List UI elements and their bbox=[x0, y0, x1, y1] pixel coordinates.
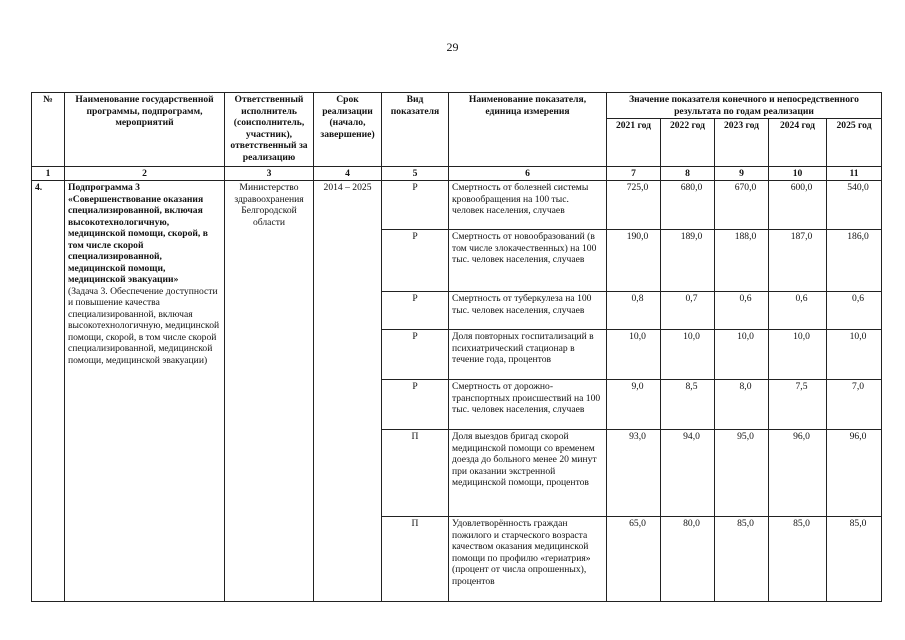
indicator-value-2021: 9,0 bbox=[607, 380, 661, 430]
indicator-type: Р bbox=[382, 181, 449, 230]
column-number: 11 bbox=[827, 167, 882, 181]
indicator-value-2021: 725,0 bbox=[607, 181, 661, 230]
indicator-value-2022: 94,0 bbox=[661, 430, 715, 517]
header-num: № bbox=[32, 93, 65, 167]
column-number: 1 bbox=[32, 167, 65, 181]
indicator-value-2025: 7,0 bbox=[827, 380, 882, 430]
indicator-value-2023: 10,0 bbox=[715, 330, 769, 380]
indicator-value-2021: 10,0 bbox=[607, 330, 661, 380]
header-year: 2021 год bbox=[607, 119, 661, 167]
indicator-value-2024: 187,0 bbox=[769, 230, 827, 292]
column-number: 5 bbox=[382, 167, 449, 181]
header-values-group: Значение показателя конечного и непосредственного результата по годам реализации bbox=[607, 93, 882, 119]
indicator-value-2025: 96,0 bbox=[827, 430, 882, 517]
indicator-type: П bbox=[382, 430, 449, 517]
indicator-type: Р bbox=[382, 330, 449, 380]
indicator-value-2025: 85,0 bbox=[827, 517, 882, 602]
indicator-value-2025: 10,0 bbox=[827, 330, 882, 380]
column-number: 3 bbox=[225, 167, 314, 181]
indicator-value-2023: 188,0 bbox=[715, 230, 769, 292]
indicator-value-2022: 8,5 bbox=[661, 380, 715, 430]
column-number: 8 bbox=[661, 167, 715, 181]
indicator-name: Смертность от туберкулеза на 100 тыс. человек населения, случаев bbox=[449, 292, 607, 330]
program-executor: Министерство здравоохранения Белгородской области bbox=[225, 181, 314, 602]
page-number: 29 bbox=[446, 40, 459, 54]
program-title: Подпрограмма 3 «Совершенствование оказания специализированной, включая высокотехнологичную, медицинской помощи, скорой, в том числе скорой специализированной, медицинской помощи, медицинской эвакуации» bbox=[68, 182, 208, 285]
indicator-value-2024: 600,0 bbox=[769, 181, 827, 230]
indicator-value-2025: 540,0 bbox=[827, 181, 882, 230]
indicator-value-2021: 65,0 bbox=[607, 517, 661, 602]
indicator-value-2025: 0,6 bbox=[827, 292, 882, 330]
indicator-value-2022: 10,0 bbox=[661, 330, 715, 380]
header-term: Срок реализации (начало, завершение) bbox=[314, 93, 382, 167]
header-program-name: Наименование государственной программы, подпрограмм, мероприятий bbox=[65, 93, 225, 167]
indicator-name: Смертность от новообразований (в том числе злокачественных) на 100 тыс. человек населения, случаев bbox=[449, 230, 607, 292]
header-indicator-type: Вид показателя bbox=[382, 93, 449, 167]
indicator-name: Доля повторных госпитализаций в психиатрический стационар в течение года, процентов bbox=[449, 330, 607, 380]
indicator-value-2023: 85,0 bbox=[715, 517, 769, 602]
indicator-value-2023: 670,0 bbox=[715, 181, 769, 230]
indicator-value-2023: 0,6 bbox=[715, 292, 769, 330]
header-row bbox=[32, 93, 882, 119]
column-number: 6 bbox=[449, 167, 607, 181]
indicator-value-2022: 680,0 bbox=[661, 181, 715, 230]
program-name-cell bbox=[65, 181, 225, 602]
indicator-value-2022: 0,7 bbox=[661, 292, 715, 330]
program-term: 2014 – 2025 bbox=[314, 181, 382, 602]
indicator-value-2024: 85,0 bbox=[769, 517, 827, 602]
indicator-type: Р bbox=[382, 380, 449, 430]
indicator-value-2024: 10,0 bbox=[769, 330, 827, 380]
column-numbers-row bbox=[32, 167, 882, 181]
indicator-value-2024: 96,0 bbox=[769, 430, 827, 517]
indicator-value-2021: 0,8 bbox=[607, 292, 661, 330]
indicator-value-2021: 190,0 bbox=[607, 230, 661, 292]
column-number: 2 bbox=[65, 167, 225, 181]
indicator-value-2025: 186,0 bbox=[827, 230, 882, 292]
indicator-value-2023: 95,0 bbox=[715, 430, 769, 517]
header-year: 2025 год bbox=[827, 119, 882, 167]
indicator-type: П bbox=[382, 517, 449, 602]
column-number: 7 bbox=[607, 167, 661, 181]
indicator-value-2022: 80,0 bbox=[661, 517, 715, 602]
header-year: 2024 год bbox=[769, 119, 827, 167]
indicator-value-2021: 93,0 bbox=[607, 430, 661, 517]
column-number: 10 bbox=[769, 167, 827, 181]
header-year: 2022 год bbox=[661, 119, 715, 167]
table-row bbox=[32, 181, 882, 230]
header-year: 2023 год bbox=[715, 119, 769, 167]
column-number: 9 bbox=[715, 167, 769, 181]
indicator-value-2024: 0,6 bbox=[769, 292, 827, 330]
indicator-value-2022: 189,0 bbox=[661, 230, 715, 292]
indicator-type: Р bbox=[382, 230, 449, 292]
indicators-table bbox=[31, 92, 882, 602]
indicator-name: Смертность от болезней системы кровообращения на 100 тыс. человек населения, случаев bbox=[449, 181, 607, 230]
indicator-type: Р bbox=[382, 292, 449, 330]
indicator-value-2023: 8,0 bbox=[715, 380, 769, 430]
program-number: 4. bbox=[32, 181, 65, 602]
program-task: (Задача 3. Обеспечение доступности и повышение качества специализированной, включая высокотехнологичную, медицинской помощи, скорой, в том числе скорой специализированной, медицинской помощи, медицинской эвакуации) bbox=[68, 285, 220, 366]
header-executor: Ответственный исполнитель (соисполнитель, участник), ответственный за реализацию bbox=[225, 93, 314, 167]
indicator-name: Удовлетворённость граждан пожилого и старческого возраста качеством оказания медицинской помощи по профилю «гериатрия» (процент от числа опрошенных), процентов bbox=[449, 517, 607, 602]
column-number: 4 bbox=[314, 167, 382, 181]
indicator-name: Доля выездов бригад скорой медицинской помощи со временем доезда до больного менее 20 минут при оказании экстренной медицинской помощи, процентов bbox=[449, 430, 607, 517]
indicator-name: Смертность от дорожно-транспортных происшествий на 100 тыс. человек населения, случаев bbox=[449, 380, 607, 430]
indicator-value-2024: 7,5 bbox=[769, 380, 827, 430]
header-indicator-name: Наименование показателя, единица измерения bbox=[449, 93, 607, 167]
